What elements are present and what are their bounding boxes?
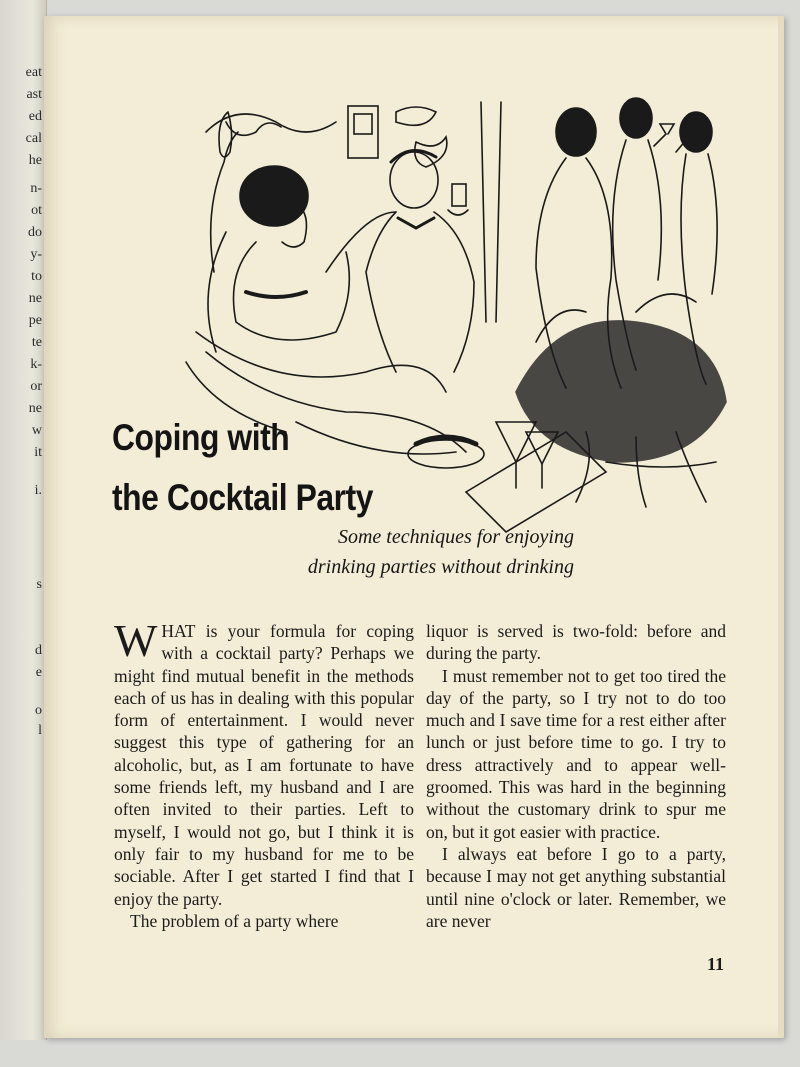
facing-page-text-fragment: k- bbox=[30, 357, 42, 372]
paragraph-1 bbox=[114, 615, 415, 910]
magazine-page bbox=[44, 16, 784, 1038]
facing-page-text-fragment: e bbox=[35, 665, 42, 680]
facing-page-text-fragment: o bbox=[35, 703, 42, 718]
facing-page-text-fragment: w bbox=[31, 423, 42, 438]
drop-cap: W bbox=[114, 615, 158, 666]
paragraph-1-text: is your formula for coping with a cocktail party? Perhaps we might find mutual benefit in the methods each of us has in dealing with this popular form of entertainment. I would never suggest this type of gathering for an alcoholic, but, as I am fortunate to have some friends left, my husband and I are often invited to their parties. Left to myself, I would not go, but I think it is only fair to my husband for me to be sociable. After I get started I find that I enjoy the party. bbox=[114, 621, 415, 909]
facing-page-text-fragment: do bbox=[28, 225, 42, 240]
facing-page-text-fragment: ot bbox=[31, 203, 42, 218]
paragraph-3: liquor is served is two-fold: before and during the party. bbox=[426, 621, 726, 664]
title-line-1: Coping with bbox=[112, 417, 290, 458]
facing-page-text-fragment: it bbox=[34, 445, 42, 460]
facing-page-text-fragment: to bbox=[31, 269, 42, 284]
facing-page-text-fragment: i. bbox=[34, 483, 42, 498]
facing-page-edge bbox=[0, 0, 47, 1040]
text-column-left bbox=[114, 615, 415, 932]
subtitle-line-2: drinking parties without drinking bbox=[307, 556, 574, 578]
paragraph-4: I must remember not to get too tired the day of the party, so I try not to do too much and I save time for a rest either after lunch or just before time to go. I try to dress attractively and to appear well-groomed. This was hard in the beginning without the customary drink to spur me on, but it got easier with practice. bbox=[426, 665, 726, 842]
title-line-2: the Cocktail Party bbox=[112, 477, 374, 518]
paragraph-5: I always eat before I go to a party, because I may not get anything substantial until nine o'clock or later. Remember, we are never bbox=[426, 843, 726, 931]
first-word-rest: HAT bbox=[161, 621, 196, 641]
facing-page-text-fragment: ne bbox=[28, 291, 42, 306]
text-column-right bbox=[426, 620, 726, 932]
facing-page-text-fragment: cal bbox=[25, 131, 42, 146]
facing-page-text-fragment: s bbox=[36, 577, 42, 592]
article-subtitle bbox=[234, 522, 574, 582]
facing-page-text-fragment: he bbox=[28, 153, 42, 168]
subtitle-line-1: Some techniques for enjoying bbox=[337, 526, 574, 548]
facing-page-text-fragment: ast bbox=[26, 87, 42, 102]
facing-page-text-fragment: ne bbox=[28, 401, 42, 416]
facing-page-text-fragment: y- bbox=[30, 247, 42, 262]
page-edge bbox=[778, 16, 784, 1038]
facing-page-text-fragment: te bbox=[31, 335, 42, 350]
page-number: 11 bbox=[706, 954, 724, 974]
facing-page-text-fragment: n- bbox=[30, 181, 42, 196]
facing-page-text-fragment: ed bbox=[28, 109, 42, 124]
article-title bbox=[112, 408, 373, 528]
facing-page-text-fragment: d bbox=[35, 643, 42, 658]
facing-page-text-fragment: pe bbox=[28, 313, 42, 328]
facing-page-text-fragment: eat bbox=[25, 65, 42, 80]
facing-page-text-fragment: l bbox=[38, 723, 42, 738]
paragraph-2: The problem of a party where bbox=[130, 910, 339, 931]
facing-page-text-fragment: or bbox=[30, 379, 42, 394]
